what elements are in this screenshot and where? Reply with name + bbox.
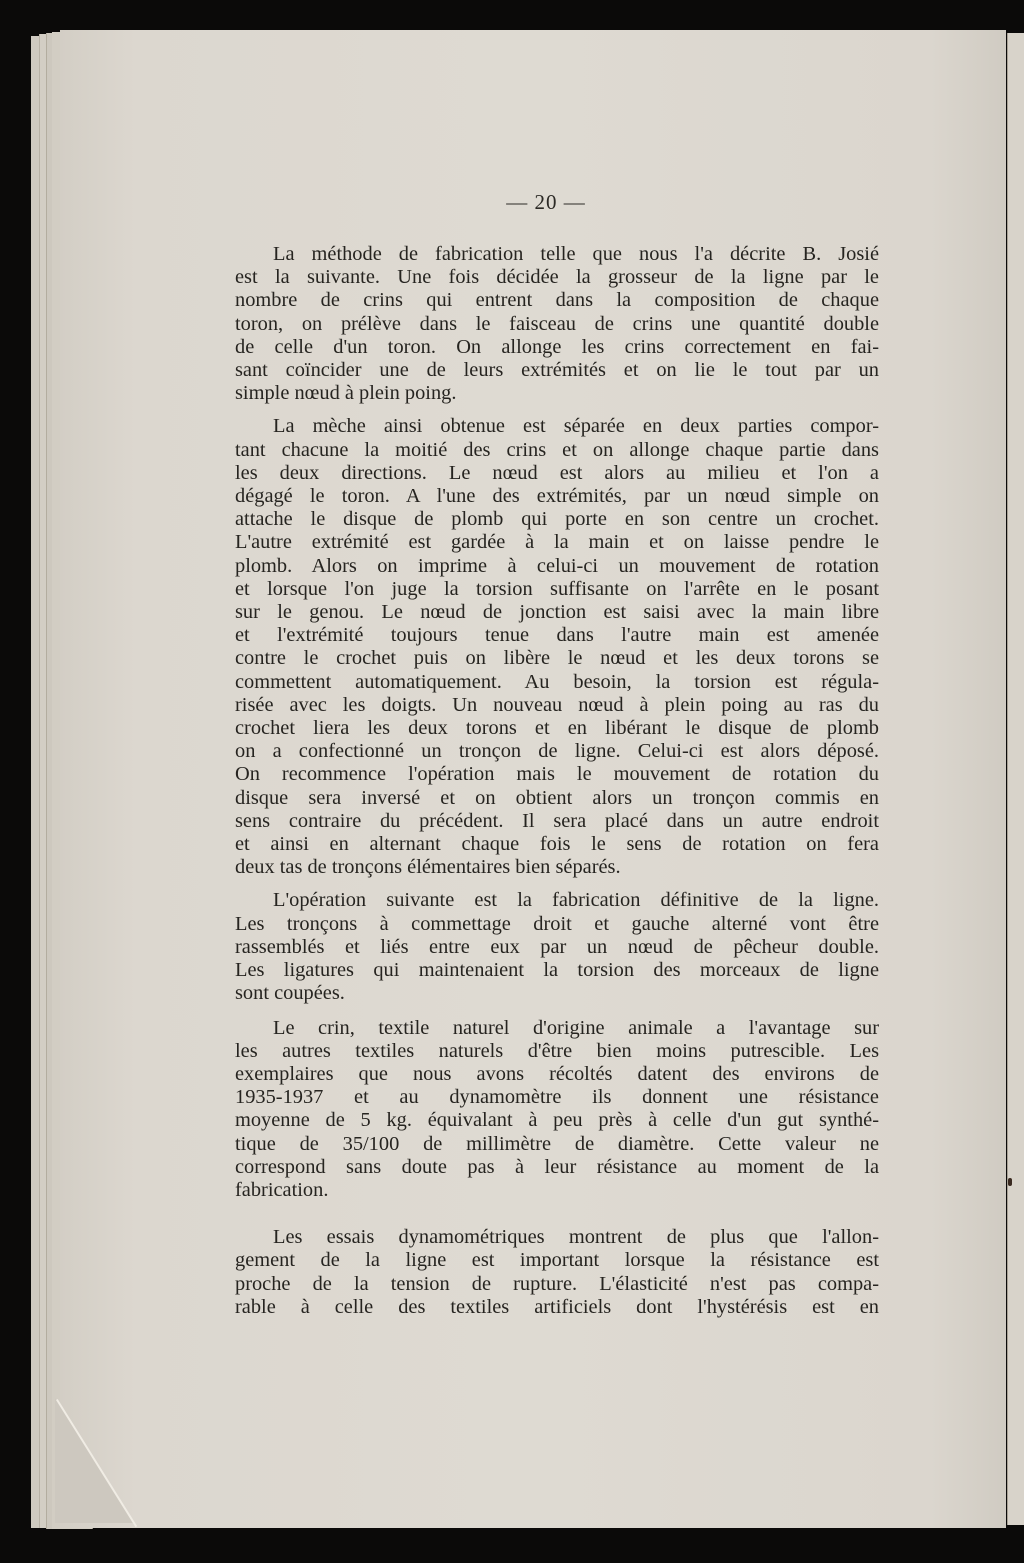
text-line: Les ligatures qui maintenaient la torsion des morceaux de ligne [235,959,879,982]
text-line: L'autre extrémité est gardée à la main et on laisse pendre le [235,531,879,554]
text-line: les deux directions. Le nœud est alors au milieu et l'on a [235,461,879,484]
text-line: tique de 35/100 de millimètre de diamètre. Cette valeur ne [235,1132,879,1155]
text-line: exemplaires que nous avons récoltés datent des environs de [235,1062,879,1085]
text-line: et lorsque l'on juge la torsion suffisante on l'arrête en le posant [235,577,879,600]
text-line: plomb. Alors on imprime à celui-ci un mouvement de rotation [235,554,879,577]
text-line: on a confectionné un tronçon de ligne. Celui-ci est alors déposé. [235,740,879,763]
text-line: contre le crochet puis on libère le nœud et les deux torons se [235,647,879,670]
page-number: — 20 — [506,190,586,214]
text-line: gement de la ligne est important lorsque la résistance est [235,1249,879,1272]
text-line: Les tronçons à commettage droit et gauche alterné vont être [235,912,879,935]
text-line: sont coupées. [235,982,345,1005]
facing-page-edge [1007,33,1024,1525]
paragraph [235,415,879,879]
text-line: sant coïncider une de leurs extrémités et on lie le tout par un [235,359,879,382]
text-line: risée avec les doigts. Un nouveau nœud à plein poing au ras du [235,693,879,716]
text-line: L'opération suivante est la fabrication définitive de la ligne. [273,889,879,912]
paragraph [235,889,879,1005]
text-line: deux tas de tronçons élémentaires bien séparés. [235,856,621,879]
text-line: attache le disque de plomb qui porte en son centre un crochet. [235,508,879,531]
text-line: disque sera inversé et on obtient alors un tronçon commis en [235,786,879,809]
text-line: moyenne de 5 kg. équivalant à peu près à celle d'un gut synthé- [235,1109,879,1132]
text-line: et l'extrémité toujours tenue dans l'autre main est amenée [235,624,879,647]
body-text [235,243,879,1329]
text-line: Les essais dynamométriques montrent de plus que l'allon- [273,1226,879,1249]
text-line: simple nœud à plein poing. [235,382,457,405]
text-line: de celle d'un toron. On allonge les crins correctement en fai- [235,335,879,358]
text-line: rable à celle des textiles artificiels dont l'hystérésis est en [235,1295,879,1318]
text-line: tant chacune la moitié des crins et on allonge chaque partie dans [235,438,879,461]
text-line: correspond sans doute pas à leur résistance au moment de la [235,1155,879,1178]
text-line: nombre de crins qui entrent dans la composition de chaque [235,289,879,312]
text-line: Le crin, textile naturel d'origine animale a l'avantage sur [273,1016,879,1039]
text-line: est la suivante. Une fois décidée la grosseur de la ligne par le [235,266,879,289]
text-line: proche de la tension de rupture. L'élasticité n'est pas compa- [235,1272,879,1295]
text-line: On recommence l'opération mais le mouvement de rotation du [235,763,879,786]
text-line: 1935-1937 et au dynamomètre ils donnent une résistance [235,1086,879,1109]
text-line: et ainsi en alternant chaque fois le sens de rotation on fera [235,833,879,856]
text-line: commettent automatiquement. Au besoin, la torsion est régula- [235,670,879,693]
paper-speck [1008,1178,1012,1186]
text-line: dégagé le toron. A l'une des extrémités, par un nœud simple on [235,485,879,508]
paragraph [235,243,879,405]
paragraph [235,1017,879,1203]
text-line: rassemblés et liés entre eux par un nœud de pêcheur double. [235,935,879,958]
text-line: La méthode de fabrication telle que nous l'a décrite B. Josié [273,243,879,265]
text-line: crochet liera les deux torons et en libérant le disque de plomb [235,717,879,740]
text-line: toron, on prélève dans le faisceau de crins une quantité double [235,312,879,335]
text-line: fabrication. [235,1178,329,1201]
text-line: sur le genou. Le nœud de jonction est saisi avec la main libre [235,601,879,624]
text-line: les autres textiles naturels d'être bien moins putrescible. Les [235,1039,879,1062]
text-line: La mèche ainsi obtenue est séparée en deux parties compor- [273,415,879,438]
paragraph [235,1226,879,1319]
text-line: sens contraire du précédent. Il sera placé dans un autre endroit [235,809,879,832]
